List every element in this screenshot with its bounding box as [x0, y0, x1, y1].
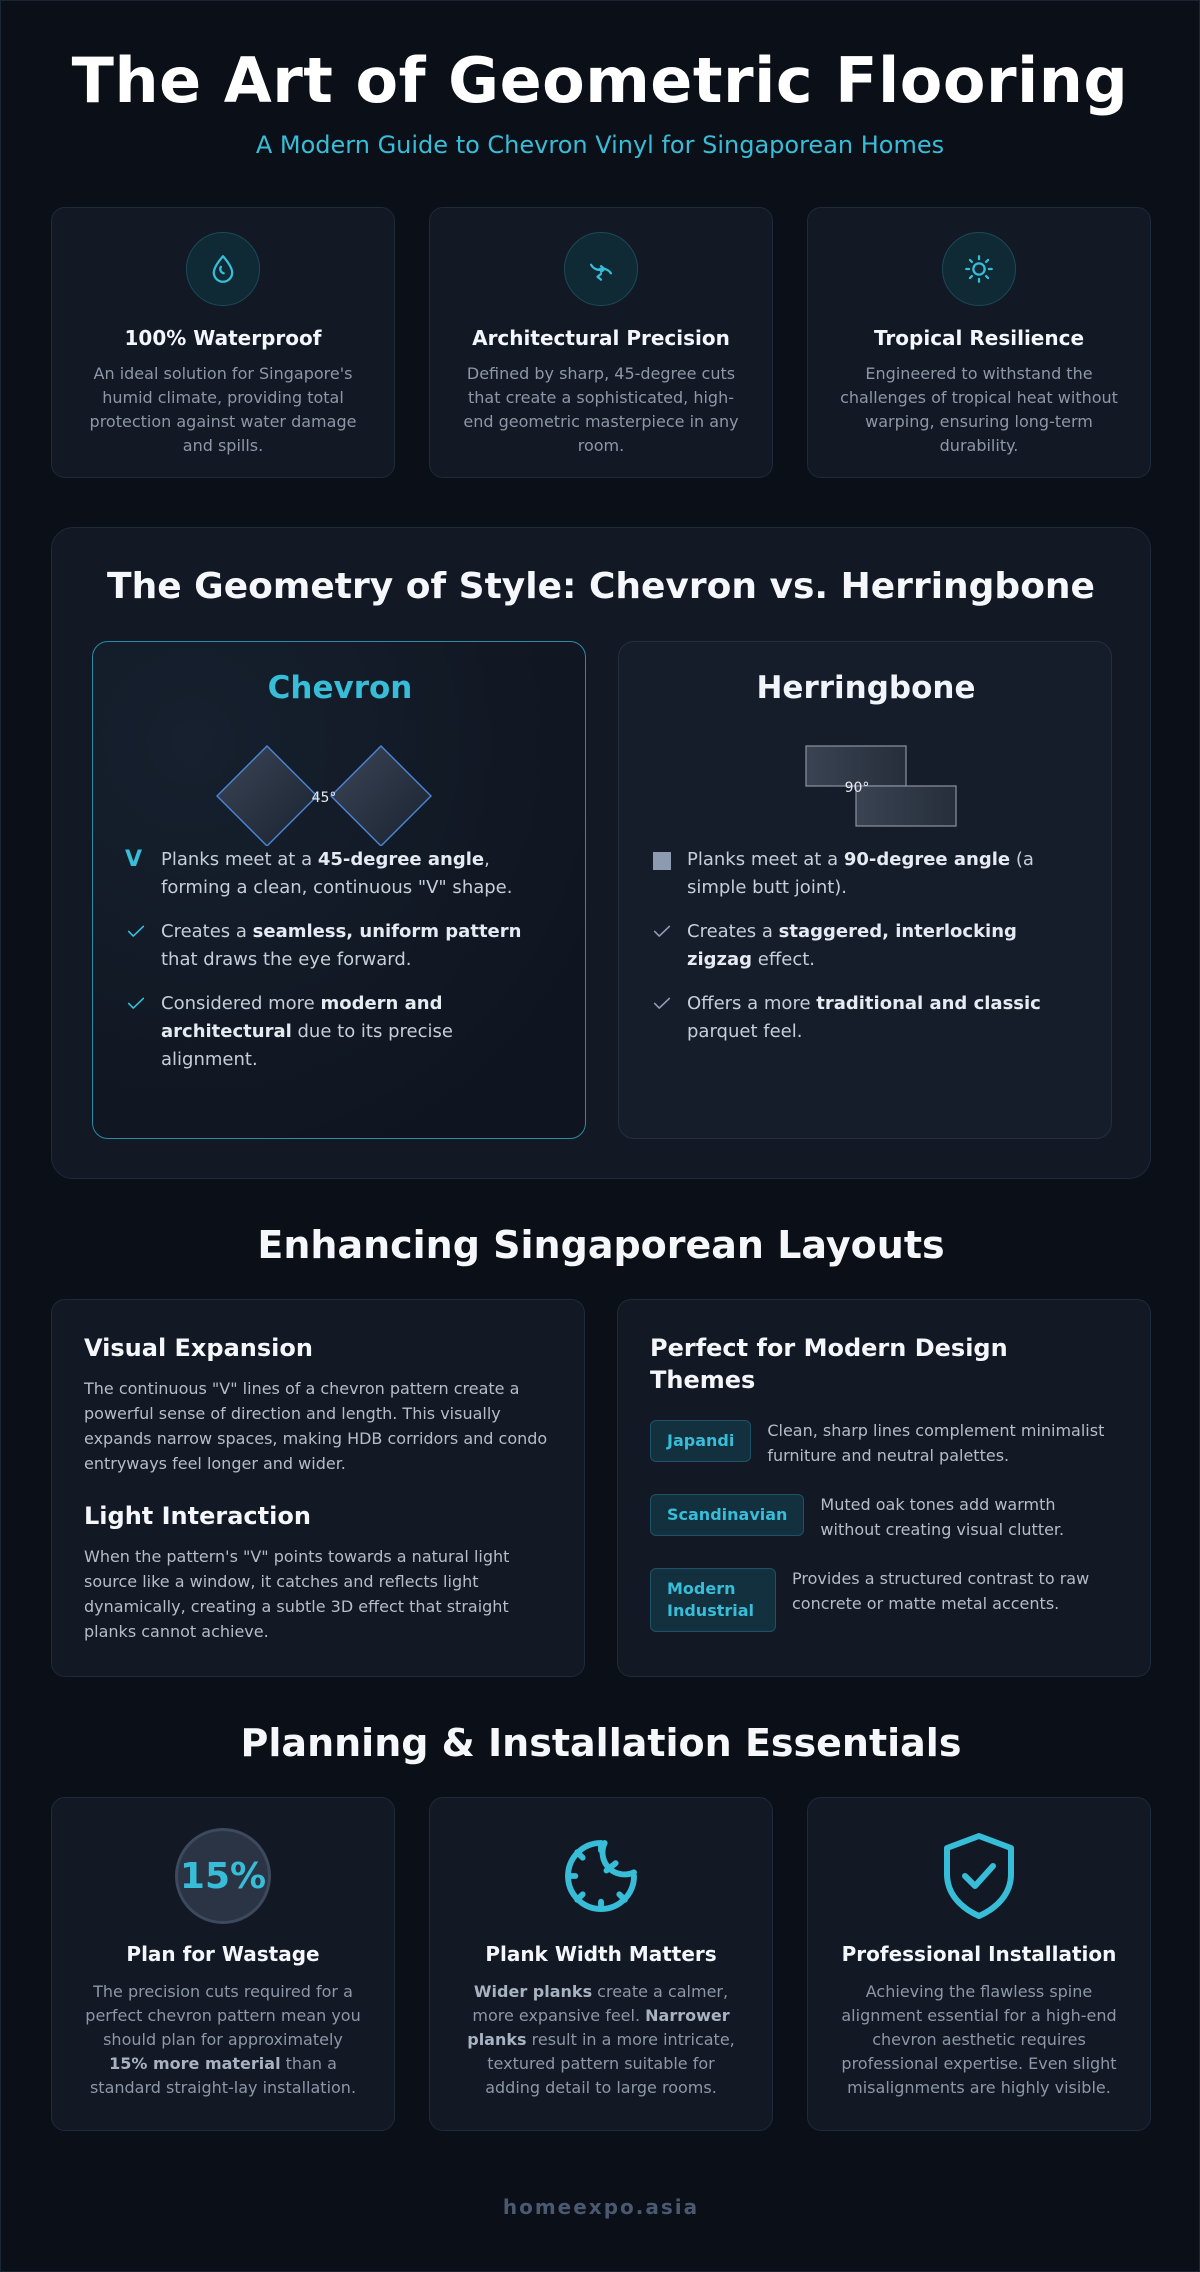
herringbone-panel — [618, 641, 1112, 1139]
footer-brand: homeexpo.asia — [502, 2195, 700, 2219]
list-item: Creates a seamless, uniform pattern that draws the eye forward. — [125, 918, 555, 974]
herringbone-bullets — [651, 846, 1081, 1046]
layouts-title: Enhancing Singaporean Layouts — [257, 1223, 945, 1267]
list-item: Creates a staggered, interlocking zigzag effect. — [651, 918, 1081, 974]
essential-title: Professional Installation — [841, 1942, 1117, 1966]
v-marker-icon: V — [125, 847, 143, 872]
list-item: Planks meet at a 90-degree angle (a simple butt joint). — [651, 846, 1081, 902]
feature-title: 100% Waterproof — [124, 326, 322, 350]
essentials-title: Planning & Installation Essentials — [240, 1721, 962, 1765]
wastage-badge: 15% — [175, 1828, 271, 1924]
essential-card-install — [807, 1797, 1151, 2131]
visual-expansion-text: The continuous "V" lines of a chevron pattern create a powerful sense of direction and length. This visually expands narrow spaces, making HDB corridors and condo entryways feel longer and wider. — [84, 1379, 548, 1473]
page-subtitle: A Modern Guide to Chevron Vinyl for Singaporean Homes — [255, 131, 945, 159]
feature-cards — [51, 207, 1151, 478]
hero — [1, 1, 1199, 159]
theme-desc: Clean, sharp lines complement minimalist furniture and neutral palettes. — [767, 1421, 1105, 1465]
theme-row-japandi — [650, 1420, 1118, 1468]
sun-icon — [942, 232, 1016, 306]
theme-desc: Muted oak tones add warmth without creating visual clutter. — [820, 1495, 1065, 1539]
herringbone-diagram — [651, 706, 1081, 846]
feature-title: Tropical Resilience — [873, 326, 1085, 350]
herringbone-title: Herringbone — [756, 670, 976, 706]
essentials-cards — [51, 1797, 1151, 2131]
essential-card-width — [429, 1797, 773, 2131]
list-item: Considered more modern and architectural due to its precise alignment. — [125, 990, 555, 1074]
theme-tag: Modern Industrial — [650, 1568, 776, 1632]
essential-text: Achieving the flawless spine alignment essential for a high-end chevron aesthetic requires professional expertise. Even slight misalignments are highly visible. — [841, 1982, 1117, 2097]
layout-card-themes — [617, 1299, 1151, 1677]
feature-card-precision — [429, 207, 773, 478]
feature-text: An ideal solution for Singapore's humid climate, providing total protection against water damage and spills. — [89, 364, 357, 455]
check-icon — [125, 920, 147, 951]
feature-title: Architectural Precision — [472, 326, 730, 350]
theme-row-industrial — [650, 1568, 1118, 1632]
comparison-title: The Geometry of Style: Chevron vs. Herringbone — [107, 566, 1095, 607]
shield-check-icon — [808, 1828, 1150, 1924]
theme-tag: Japandi — [650, 1420, 751, 1462]
essential-card-wastage — [51, 1797, 395, 2131]
water-drop-icon — [186, 232, 260, 306]
chevron-title: Chevron — [267, 670, 413, 706]
feature-text: Defined by sharp, 45-degree cuts that create a sophisticated, high-end geometric masterpiece in any room. — [463, 364, 739, 455]
light-interaction-text: When the pattern's "V" points towards a natural light source like a window, it catches and reflects light dynamically, creating a subtle 3D effect that straight planks cannot achieve. — [84, 1547, 510, 1641]
chevron-panel — [92, 641, 586, 1139]
comparison-section — [51, 527, 1151, 1179]
feature-card-waterproof — [51, 207, 395, 478]
refresh-arrows-icon — [564, 232, 638, 306]
chevron-diagram — [125, 706, 555, 846]
list-item: Offers a more traditional and classic parquet feel. — [651, 990, 1081, 1046]
check-icon — [651, 920, 673, 951]
themes-title: Perfect for Modern Design Themes — [650, 1334, 1008, 1394]
check-icon — [125, 992, 147, 1023]
light-interaction-title: Light Interaction — [84, 1502, 311, 1530]
theme-row-scandinavian — [650, 1494, 1118, 1542]
dial-icon — [430, 1828, 772, 1924]
chevron-angle-label: 45° — [311, 790, 337, 806]
essential-text: Wider planks create a calmer, more expansive feel. Narrower planks result in a more intricate, textured pattern suitable for adding detail to large rooms. — [467, 1982, 735, 2097]
layout-card-visual — [51, 1299, 585, 1677]
feature-text: Engineered to withstand the challenges of tropical heat without warping, ensuring long-term durability. — [840, 364, 1118, 455]
herringbone-angle-label: 90° — [844, 780, 870, 796]
list-item: V Planks meet at a 45-degree angle, forming a clean, continuous "V" shape. — [125, 847, 513, 898]
essential-text: The precision cuts required for a perfect chevron pattern mean you should plan for approximately 15% more material than a standard straight-lay installation. — [85, 1982, 361, 2097]
essential-title: Plan for Wastage — [126, 1942, 320, 1966]
check-icon — [651, 992, 673, 1023]
page-title: The Art of Geometric Flooring — [71, 44, 1129, 117]
theme-desc: Provides a structured contrast to raw concrete or matte metal accents. — [792, 1569, 1090, 1613]
square-marker-icon — [653, 852, 671, 870]
theme-tag: Scandinavian — [650, 1494, 804, 1536]
feature-card-resilience — [807, 207, 1151, 478]
chevron-bullets — [125, 846, 555, 1074]
essential-title: Plank Width Matters — [485, 1942, 717, 1966]
visual-expansion-title: Visual Expansion — [84, 1334, 313, 1362]
